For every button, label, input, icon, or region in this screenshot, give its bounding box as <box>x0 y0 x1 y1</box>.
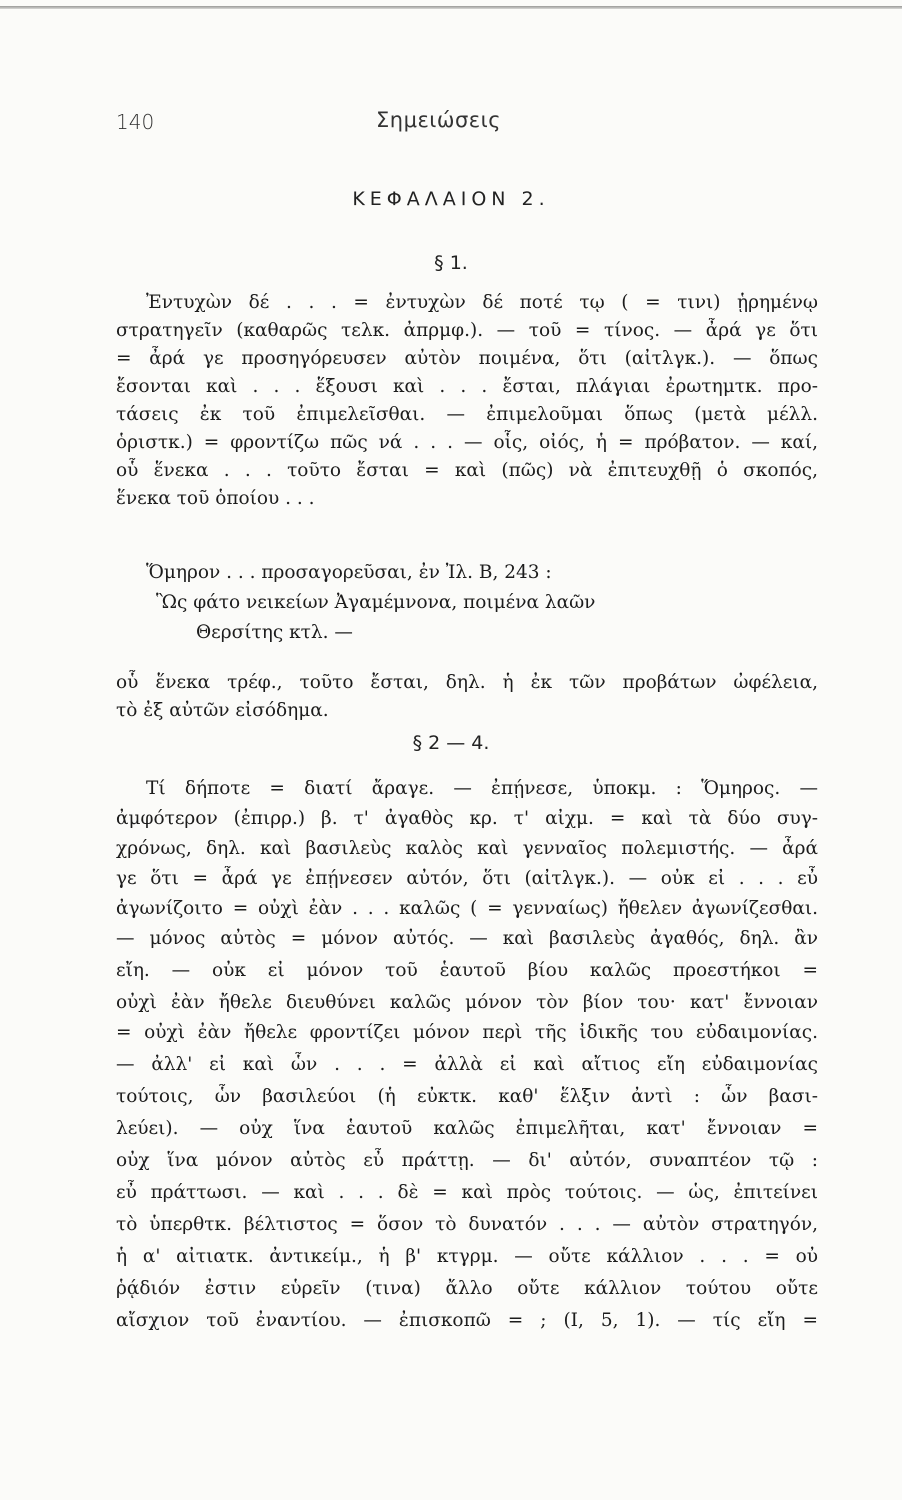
text-line: οὐχ ἵνα μόνον αὐτὸς εὖ πράττῃ. — δι' αὐτόν, συναπτέον τῷ : <box>116 1150 818 1171</box>
text-line: ἔσονται καὶ . . . ἕξουσι καὶ . . . ἔσται, πλάγιαι ἐρωτημτκ. προ- <box>116 376 818 397</box>
text-line: Ἐντυχὼν δέ . . . = ἐντυχὼν δέ ποτέ τῳ ( = τινι) ᾑρημένῳ <box>146 292 818 313</box>
section-heading-2: § 2 — 4. <box>412 732 490 754</box>
section-heading-1: § 1. <box>434 252 468 274</box>
text-line: ἀμφότερον (ἐπιρρ.) β. τ' ἀγαθὸς κρ. τ' αἰχμ. = καὶ τὰ δύο συγ- <box>116 808 818 829</box>
text-line: ῥᾴδιόν ἐστιν εὑρεῖν (τινα) ἄλλο οὔτε κάλλιον τούτου οὔτε <box>116 1278 818 1299</box>
page-edge-line <box>0 6 902 9</box>
text-line: — μόνος αὐτὸς = μόνον αὐτός. — καὶ βασιλεὺς ἀγαθός, δηλ. ἂν <box>116 928 818 949</box>
text-line: εἴη. — οὐκ εἰ μόνον τοῦ ἑαυτοῦ βίου καλῶς προεστήκοι = <box>116 960 818 981</box>
quote-line: Θερσίτης κτλ. — <box>196 622 353 643</box>
text-line: οὗ ἕνεκα . . . τοῦτο ἔσται = καὶ (πῶς) νὰ ἐπιτευχθῇ ὁ σκοπός, <box>116 460 818 481</box>
text-line: στρατηγεῖν (καθαρῶς τελκ. ἀπρμφ.). — τοῦ = τίνος. — ἆρά γε ὅτι <box>116 320 818 341</box>
text-line: τὸ ὑπερθτκ. βέλτιστος = ὅσον τὸ δυνατόν . . . — αὐτὸν στρατηγόν, <box>116 1214 818 1235</box>
text-line: ἡ α' αἰτιατκ. ἀντικείμ., ἡ β' κτγρμ. — οὔτε κάλλιον . . . = οὐ <box>116 1246 818 1267</box>
text-line: χρόνως, δηλ. καὶ βασιλεὺς καλὸς καὶ γενναῖος πολεμιστής. — ἆρά <box>116 838 818 859</box>
text-line: ὁριστκ.) = φροντίζω πῶς νά . . . — οἷς, οἰός, ἡ = πρόβατον. — καί, <box>116 432 818 453</box>
text-line: εὖ πράττωσι. — καὶ . . . δὲ = καὶ πρὸς τούτοις. — ὡς, ἐπιτείνει <box>116 1182 818 1203</box>
text-line: = οὐχὶ ἐὰν ἤθελε φροντίζει μόνον περὶ τῆς ἰδικῆς του εὐδαιμονίας. <box>116 1022 818 1043</box>
text-line: τὸ ἐξ αὐτῶν εἰσόδημα. <box>116 700 329 721</box>
quote-line: Ὣς φάτο νεικείων Ἀγαμέμνονα, ποιμένα λαῶν <box>156 592 596 613</box>
text-line: οὗ ἕνεκα τρέφ., τοῦτο ἔσται, δηλ. ἡ ἐκ τῶν προβάτων ὠφέλεια, <box>116 672 818 693</box>
text-line: τάσεις ἐκ τοῦ ἐπιμελεῖσθαι. — ἐπιμελοῦμαι ὅπως (μετὰ μέλλ. <box>116 404 818 425</box>
page-number: 140 <box>116 110 155 134</box>
text-line: οὐχὶ ἐὰν ἤθελε διευθύνει καλῶς μόνον τὸν βίον του· κατ' ἔννοιαν <box>116 992 818 1013</box>
text-line: γε ὅτι = ἆρά γε ἐπῄνεσεν αὐτόν, ὅτι (αἰτλγκ.). — οὐκ εἰ . . . εὖ <box>116 868 818 889</box>
chapter-title: ΚΕΦΑΛΑΙΟΝ 2. <box>352 188 550 210</box>
page-header <box>116 110 816 140</box>
text-line: Ὅμηρον . . . προσαγορεῦσαι, ἐν Ἰλ. Β, 243 : <box>146 562 552 583</box>
text-line: — ἀλλ' εἰ καὶ ὧν . . . = ἀλλὰ εἰ καὶ αἴτιος εἴη εὐδαιμονίας <box>116 1054 818 1075</box>
text-line: λεύει). — οὐχ ἵνα ἑαυτοῦ καλῶς ἐπιμελῆται, κατ' ἔννοιαν = <box>116 1118 818 1139</box>
text-line: ἕνεκα τοῦ ὁποίου . . . <box>116 488 315 509</box>
text-line: αἴσχιον τοῦ ἐναντίου. — ἐπισκοπῶ = ; (Ι, 5, 1). — τίς εἴη = <box>116 1310 818 1331</box>
text-line: = ἆρά γε προσηγόρευσεν αὐτὸν ποιμένα, ὅτι (αἰτλγκ.). — ὅπως <box>116 348 818 369</box>
text-line: ἀγωνίζοιτο = οὐχὶ ἐὰν . . . καλῶς ( = γενναίως) ἤθελεν ἀγωνίζεσθαι. <box>116 898 818 919</box>
text-line: Τί δήποτε = διατί ἄραγε. — ἐπῄνεσε, ὑποκμ. : Ὅμηρος. — <box>146 778 818 799</box>
running-head: Σημειώσεις <box>376 108 502 132</box>
text-line: τούτοις, ὧν βασιλεύοι (ἡ εὐκτκ. καθ' ἕλξιν ἀντὶ : ὧν βασι- <box>116 1086 818 1107</box>
